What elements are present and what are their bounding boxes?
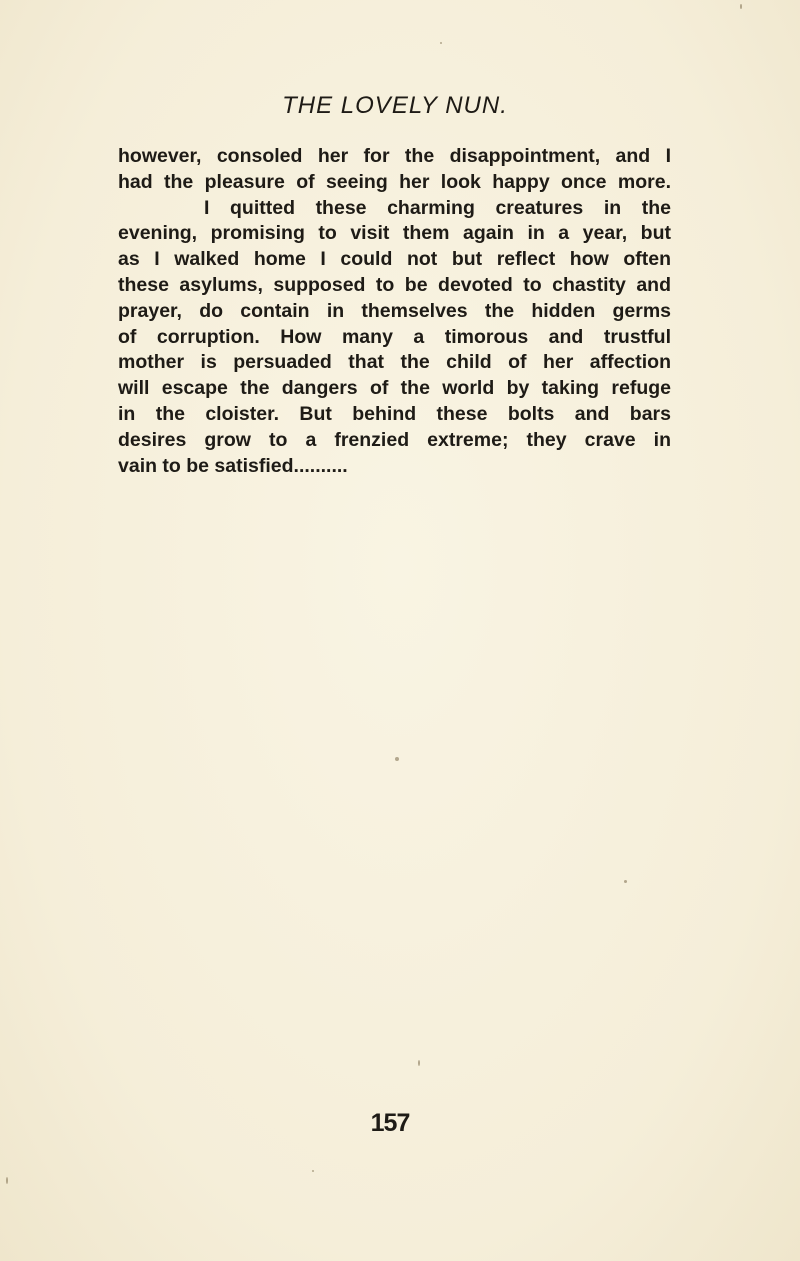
text-line: as I walked home I could not but reflect how often [118, 248, 671, 271]
text-line: desires grow to a frenzied extreme; they crave in [118, 428, 671, 451]
text-line: mother is persuaded that the child of her affection [118, 351, 671, 374]
running-head: THE LOVELY NUN. [282, 92, 508, 119]
text-line: these asylums, supposed to be devoted to chastity and [118, 273, 671, 296]
text-line: I quitted these charming creatures in the [204, 196, 671, 219]
text-line: evening, promising to visit them again in a year, but [118, 222, 671, 245]
text-line: had the pleasure of seeing her look happy once more. [118, 170, 671, 193]
text-line: in the cloister. But behind these bolts and bars [118, 402, 671, 425]
text-line: will escape the dangers of the world by taking refuge [118, 377, 671, 400]
page-number: 157 [370, 1109, 410, 1137]
text-line: however, consoled her for the disappointment, and I [118, 145, 671, 167]
text-line: prayer, do contain in themselves the hidden germs [118, 299, 671, 322]
text-line: of corruption. How many a timorous and trustful [118, 325, 671, 348]
text-line: vain to be satisfied.......... [118, 454, 348, 477]
body-paragraph [118, 144, 671, 479]
